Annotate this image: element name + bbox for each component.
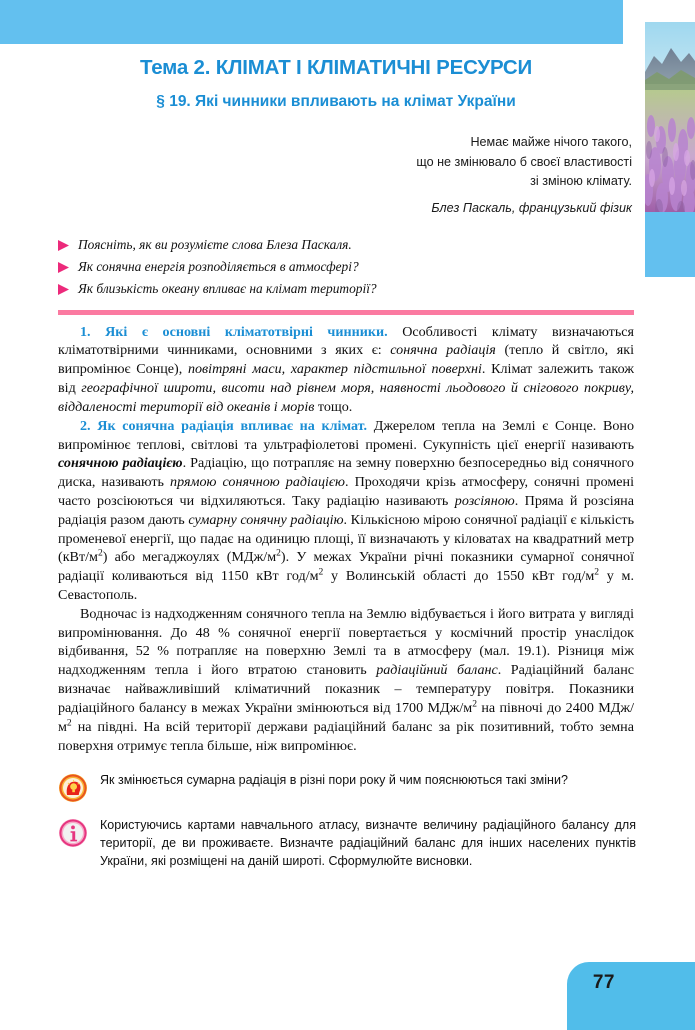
paragraph-3-body: Водночас із надходженням сонячного тепла на Землю відбувається і його витрата у вигляді випромінювання. До 48 % сонячної енергії повертається у космічний простір унаслідок відбивання, 52 % потрапляє на поверхню Землі та в атмосферу (мал. 19.1). Різниця між надходженням тепла і його втратою становить радіаційний баланс. Радіаційний баланс визначає найважливіший кліматичний показник – температуру повітря. Показники радіаційного балансу в межах України змінюються від 1700 МДж/$м^2$ на півночі до 2400 МДж/$м^2$ на півдні. На всій території держави радіаційний баланс за рік позитивний, тобто земна поверхня отримує тепла більше, ніж випромінює. (58, 605, 634, 754)
list-item (58, 235, 638, 254)
section-paragraph-3 (58, 605, 634, 756)
epigraph (58, 133, 638, 192)
info-i-icon (58, 818, 88, 848)
intro-questions-list (58, 235, 638, 298)
page-content (58, 0, 638, 885)
task-think (58, 772, 638, 803)
question-text: Як сонячна енергія розподіляється в атмосфері? (78, 258, 359, 274)
page-corner-tab (567, 962, 695, 1030)
head-lightbulb-icon (58, 773, 88, 803)
theme-title: Тема 2. КЛІМАТ І КЛІМАТИЧНІ РЕСУРСИ (139, 56, 533, 79)
triangle-right-icon (58, 284, 71, 295)
section-1-body: Особливості клімату визначаються кліматотвірними чинниками, основними з яких є: сонячна радіація (тепло й світло, які випромінює Сонце), повітряні маси, характер підстильної поверхні. Клімат залежить також від географічної широти, висоти над рівнем моря, наявності льодового й снігового покриву, віддаленості території від океанів і морів тощо. (58, 323, 635, 415)
task-text: Користуючись картами навчального атласу, визначте величину радіаційного балансу для території, де ви проживаєте. Визначте радіаційний баланс для інших населених пунктів України, які розміщені на даній широті. Сформулюйте висновки. (100, 818, 636, 868)
section-1-heading: 1. Які є основні кліматотвірні чинники. (80, 323, 388, 340)
section-2-heading: 2. Як сонячна радіація впливає на клімат. (80, 417, 368, 434)
paragraph-title: § 19. Які чинники впливають на клімат України (156, 93, 516, 110)
list-item (58, 257, 638, 276)
list-item (58, 279, 638, 298)
question-text: Як близькість океану впливає на клімат території? (78, 280, 377, 296)
pink-divider-rule (58, 310, 634, 315)
section-paragraph-1 (58, 323, 634, 417)
task-boxes (58, 772, 638, 870)
section-2-body: Джерелом тепла на Землі є Сонце. Воно випромінює теплові, світлові та ультрафіолетові промені. Сукупність цієї енергії називають сонячною радіацією. Радіацію, що потрапляє на земну поверхню безпосередньо від сонячного диска, називають прямою сонячною радіацією. Проходячи крізь атмосферу, сонячні промені часто розсіюються чи відхиляються. Таку радіацію називають розсіяною. Пряма й розсіяна радіація разом дають сумарну сонячну радіацію. Кількісною мірою сонячної радіації є кількість променевої енергії, що падає на одиницю площі, її визначають у кіловатах на квадратний метр $(кВт/м^2)$ або мегаджоулях $(МДж/м^2)$. У межах України річні показники сумарної сонячної радіації коливаються від 1150 кВт год/$м^2$ у Волинській області до 1550 кВт год/$м^2$ у м. Севастополь. (58, 417, 635, 604)
epigraph-line-3: зі зміною клімату. (530, 174, 632, 189)
triangle-right-icon (58, 262, 71, 273)
section-paragraph-2 (58, 417, 634, 605)
crocus-meadow-photo (645, 22, 695, 212)
page-number: 77 (592, 972, 615, 993)
epigraph-line-2: що не змінювало б своєї властивості (416, 154, 632, 169)
task-info (58, 817, 638, 870)
triangle-right-icon (58, 240, 71, 251)
side-decorative-band (645, 212, 695, 277)
question-text: Поясніть, як ви розумієте слова Блеза Паскаля. (78, 236, 352, 252)
task-text: Як змінюється сумарна радіація в різні пори року й чим пояснюються такі зміни? (100, 773, 568, 788)
epigraph-author: Блез Паскаль, французький фізик (431, 200, 632, 215)
main-body-text (58, 323, 634, 756)
epigraph-line-1: Немає майже нічого такого, (470, 135, 632, 149)
